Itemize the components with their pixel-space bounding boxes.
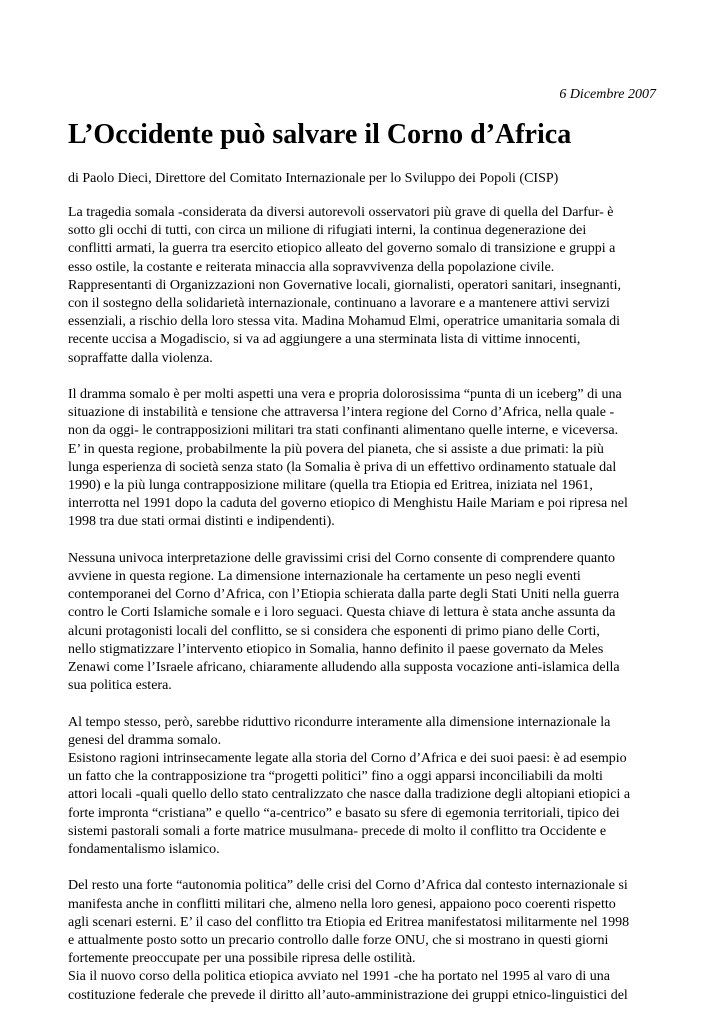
body-paragraph xyxy=(68,750,668,859)
paragraph-line: costituzione federale che prevede il diritto all’auto-amministrazione dei gruppi etnico-linguistici del xyxy=(68,987,628,1003)
paragraph-line: sopraffatte dalla violenza. xyxy=(68,350,213,366)
paragraph-line: Zenawi come l’Israele africano, chiaramente alludendo alla supposta vocazione anti-islamica della xyxy=(68,660,620,676)
paragraph-line: alcuni protagonisti locali del conflitto, se si considera che esponenti di primo piano delle Corti, xyxy=(68,623,600,639)
body-paragraph xyxy=(68,204,668,368)
paragraph-line: conflitti armati, la guerra tra esercito etiopico alleato del governo somalo di transizione e gruppi a xyxy=(68,241,616,257)
paragraph-line: 1998 tra due stati ormai distinti e indipendenti). xyxy=(68,514,335,530)
paragraph-line: recente uccisa a Mogadiscio, si va ad aggiungere a una sterminata lista di vittime innocenti, xyxy=(68,332,581,348)
paragraph-line: genesi del dramma somalo. xyxy=(68,732,222,748)
body-paragraph xyxy=(68,968,668,1004)
paragraph-line: Del resto una forte “autonomia politica” delle crisi del Corno d’Africa dal contesto internazionale si xyxy=(68,878,628,894)
paragraph-line: contemporanei del Corno d’Africa, con l’Etiopia schierata dalla parte degli Stati Uniti nella guerra xyxy=(68,587,620,603)
body-paragraph xyxy=(68,550,668,696)
document-date: 6 Dicembre 2007 xyxy=(559,87,656,102)
body-paragraph xyxy=(68,714,668,750)
paragraph-line: attori locali -quali quello dello stato centralizzato che nasce dalla tradizione degli altopiani etiopici a xyxy=(68,787,631,803)
paragraph-line: sistemi pastorali somali a forte matrice musulmana- precede di molto il conflitto tra Occidente e xyxy=(68,823,607,839)
paragraph-line: nello stigmatizzare l’intervento etiopico in Somalia, hanno definito il paese governato da Meles xyxy=(68,641,604,657)
paragraph-line: E’ in questa regione, probabilmente la più povera del pianeta, che si assiste a due primati: la più xyxy=(68,441,604,457)
paragraph-line: essenziali, a rischio della loro stessa vita. Madina Mohamud Elmi, operatrice umanitaria somala di xyxy=(68,314,621,330)
paragraph-line: situazione di instabilità e tensione che attraversa l’intera regione del Corno d’Africa, nella quale - xyxy=(68,405,615,421)
document-body xyxy=(68,204,668,1005)
paragraph-line: sua politica estera. xyxy=(68,678,172,694)
paragraph-line: avviene in questa regione. La dimensione internazionale ha certamente un peso negli eventi xyxy=(68,569,581,585)
paragraph-line: Sia il nuovo corso della politica etiopica avviato nel 1991 -che ha portato nel 1995 al varo di una xyxy=(68,969,610,985)
paragraph-line: fortemente preoccupate per una possibile ripresa delle ostilità. xyxy=(68,951,416,967)
paragraph-line: agli scenari esterni. E’ il caso del conflitto tra Etiopia ed Eritrea manifestatosi militarmente nel 1998 xyxy=(68,914,630,930)
paragraph-line: e attualmente posto sotto un precario controllo dalle forze ONU, che si mostrano in questi giorni xyxy=(68,933,609,949)
paragraph-line: fondamentalismo islamico. xyxy=(68,842,220,858)
paragraph-line: 1990) e la più lunga contrapposizione militare (quella tra Etiopia ed Eritrea, iniziata nel 1961, xyxy=(68,478,593,494)
paragraph-line: sotto gli occhi di tutti, con circa un milione di rifugiati interni, la continua degenerazione dei xyxy=(68,223,587,239)
body-paragraph xyxy=(68,386,668,532)
paragraph-line: Al tempo stesso, però, sarebbe riduttivo ricondurre interamente alla dimensione internazionale la xyxy=(68,714,611,730)
document-title: L’Occidente può salvare il Corno d’Africa xyxy=(68,119,572,150)
paragraph-line: Il dramma somalo è per molti aspetti una vera e propria dolorosissima “punta di un iceberg” di una xyxy=(68,387,622,403)
paragraph-line: Nessuna univoca interpretazione delle gravissimi crisi del Corno consente di comprendere quanto xyxy=(68,550,615,566)
paragraph-line: lunga esperienza di società senza stato (la Somalia è priva di un effettivo ordinamento statuale dal xyxy=(68,459,617,475)
document-byline: di Paolo Dieci, Direttore del Comitato Internazionale per lo Sviluppo dei Popoli (CISP) xyxy=(68,171,559,186)
paragraph-line: non da oggi- le contrapposizioni militari tra stati confinanti alimentano quelle interne, e viceversa. xyxy=(68,423,619,439)
paragraph-line: La tragedia somala -considerata da diversi autorevoli osservatori più grave di quella del Darfur- è xyxy=(68,205,614,220)
paragraph-line: esso ostile, la costante e reiterata minaccia alla sopravvivenza della popolazione civile. xyxy=(68,259,555,275)
paragraph-line: Esistono ragioni intrinsecamente legate alla storia del Corno d’Africa e dei suoi paesi: è ad esempio xyxy=(68,751,627,767)
paragraph-line: contro le Corti Islamiche somale e i loro seguaci. Questa chiave di lettura è stata anche assunta da xyxy=(68,605,616,621)
paragraph-line: Rappresentanti di Organizzazioni non Governative locali, giornalisti, operatori sanitari, insegnanti, xyxy=(68,277,621,293)
paragraph-line: interrotta nel 1991 dopo la caduta del governo etiopico di Menghistu Haile Mariam e poi ripresa nel xyxy=(68,496,628,512)
paragraph-line: con il sostegno della solidarietà internazionale, continuano a lavorare e a mantenere attivi servizi xyxy=(68,296,610,312)
body-paragraph xyxy=(68,877,668,968)
paragraph-line: forte impronta “cristiana” e quello “a-centrico” e basato su sfere di egemonia territoriali, tipico dei xyxy=(68,805,620,821)
paragraph-line: manifesta anche in conflitti militari che, almeno nella loro genesi, appaiono poco coerenti rispetto xyxy=(68,896,616,912)
paragraph-line: un fatto che la contrapposizione tra “progetti politici” fino a oggi apparsi inconciliabili da molti xyxy=(68,769,603,785)
